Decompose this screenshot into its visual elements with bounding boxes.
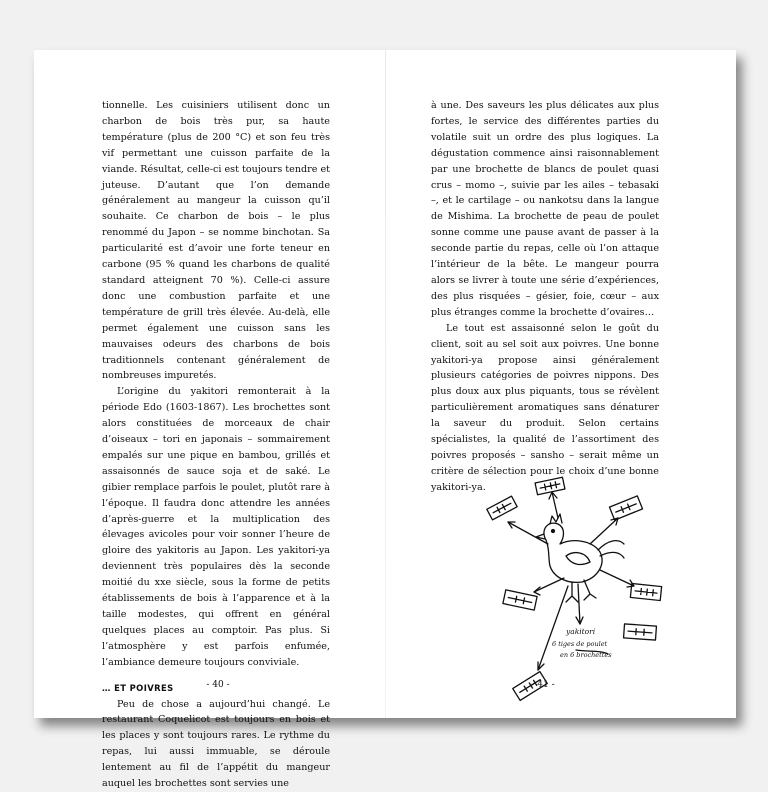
paragraph: Peu de chose a aujourd’hui changé. Le restaurant Coquelicot est toujours en bois et les places y sont toujours rares. Le rythme du repas, lui aussi immuable, se déroule lentement au fil de l’appétit du mangeur auquel les brochettes sont servies une — [102, 698, 330, 790]
section-heading: … ET POIVRES — [102, 682, 174, 693]
illustration-caption: en 6 brochettes — [560, 651, 612, 659]
chicken-skewer-illustration — [468, 474, 678, 704]
paragraph: L’origine du yakitori remonterait à la période Edo (1603-1867). Les brochettes sont alors constituées de morceaux de chair d’oiseaux – tori en japonais – sommairement empalés sur une pique en bambou, grillés et assaisonnés de sauce soja et de saké. Le gibier remplace parfois le poulet, plutôt rare à l’époque. Il faudra donc attendre les années d’après-guerre et la multiplication des élevages avicoles pour voir sonner l’heure de gloire des yakitoris au Japon. Les yakitori-ya deviennent très populaires dès la seconde moitié du xxe siècle, sous la forme de petits établissements de bois à l’apparence et à la taille modestes, qui offrent en général quelques places au comptoir. Pas plus. Si l’atmosphère y est parfois enfumée, l’ambiance demeure toujours conviviale. — [102, 386, 330, 668]
page-number-left: - 40 - — [206, 680, 230, 690]
right-page-text — [431, 98, 659, 496]
paragraph: tionnelle. Les cuisiniers utilisent donc un charbon de bois très pur, sa haute température (plus de 200 °C) et son feu très vif permettant une cuisson parfaite de la viande. Résultat, celle-ci est toujours tendre et juteuse. D’autant que l’on demande généralement au mangeur la cuisson qu’il souhaite. Ce charbon de bois – le plus renommé du Japon – se nomme binchotan. Sa particularité est d’avoir une forte teneur en carbone (95 % quand les charbons de qualité standard atteignent 70 %). Celle-ci assure donc une combustion parfaite et une température de grill très élevée. Au-delà, elle permet également une cuisson sans les mauvaises odeurs des charbons de bois traditionnels contenant généralement de nombreuses impuretés. — [102, 100, 331, 382]
gutter — [385, 50, 386, 718]
illustration-caption: 6 tiges de poulet — [552, 640, 608, 648]
page-number-right: - 41 - — [531, 680, 555, 690]
paragraph: à une. Des saveurs les plus délicates aux plus fortes, le service des différentes parties du volatile suit un ordre des plus logiques. La dégustation commence ainsi raisonnablement par une brochette de blancs de poulet quasi crus – momo –, suivie par les ailes – tebasaki –, et le cartilage – ou nankotsu dans la langue de Mishima. La brochette de peau de poulet sonne comme une pause avant de passer à la seconde partie du repas, celle où l’on attaque l’intérieur de la bête. Le mangeur pourra alors se livrer à toute une série d’expériences, des plus risquées – gésier, foie, cœur – aux plus étranges comme la brochette d’ovaires… — [431, 100, 659, 318]
paragraph: Le tout est assaisonné selon le goût du client, soit au sel soit aux poivres. Une bonne yakitori-ya propose ainsi généralement plusieurs catégories de poivres nippons. Des plus doux aux plus piquants, tous se révèlent particulièrement aromatiques sans dénaturer la saveur du produit. Selon certains spécialistes, la qualité de l’assortiment des poivres proposés – sansho – serait même un critère de sélection pour le choix d’une bonne yakitori-ya. — [431, 322, 659, 493]
book-spread — [34, 50, 736, 790]
illustration-caption: yakitori — [566, 627, 596, 636]
